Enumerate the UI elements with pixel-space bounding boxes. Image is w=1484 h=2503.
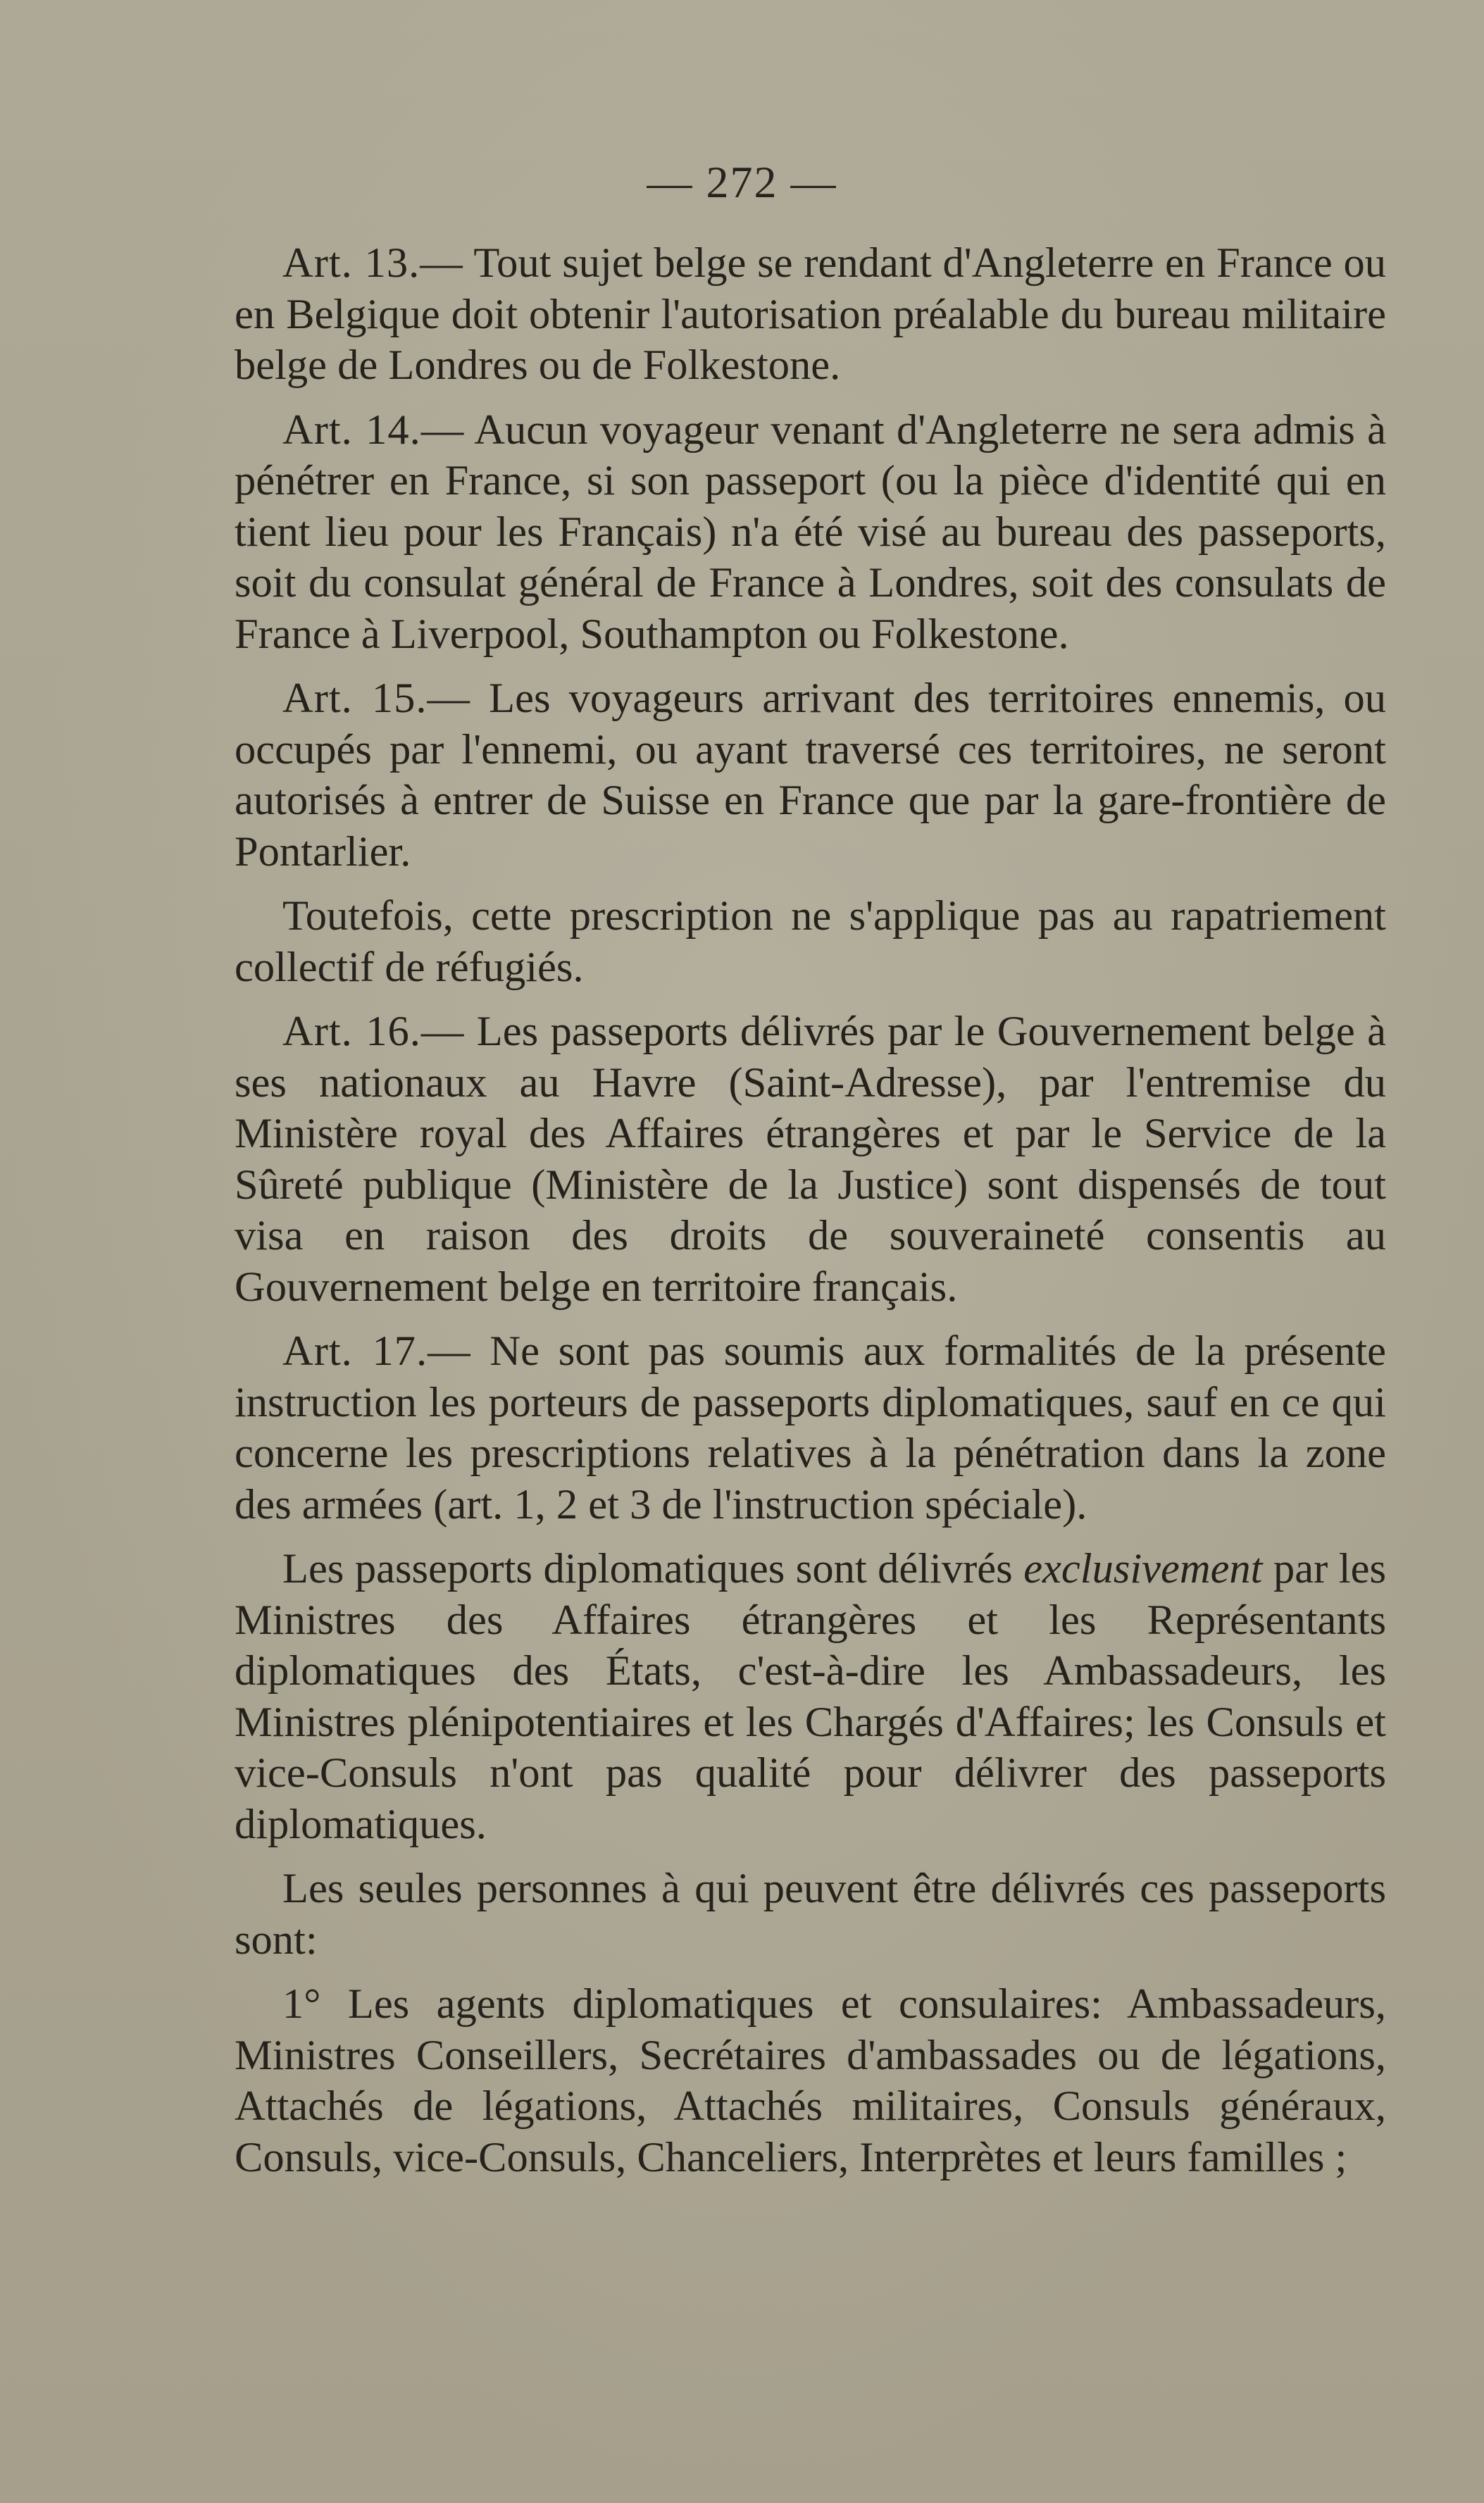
article-text: Tout sujet belge se rendant d'Angleterre en France ou en Belgique doit obtenir l'autorisation préalable du bureau militaire belge de Londres ou de Folkestone. <box>235 239 1386 389</box>
article-16 <box>235 1006 1386 1313</box>
article-15 <box>235 673 1386 878</box>
article-text: Ne sont pas soumis aux formalités de la présente instruction les porteurs de passeports diplomatiques, sauf en ce qui concerne les prescriptions relatives à la pénétration dans la zone des armées (art. 1, 2 et 3 de l'instruction spéciale). <box>235 1328 1386 1528</box>
article-label: Art. 13.— <box>282 239 463 287</box>
eligible-persons-paragraph <box>235 1864 1386 1966</box>
article-text: Les passeports délivrés par le Gouvernement belge à ses nationaux au Havre (Saint-Adresse), par l'entremise du Ministère royal des Affaires étrangères et par le Service de la Sûreté publique (Ministère de la Justice) sont dispensés de tout visa en raison des droits de souveraineté consentis au Gouvernement belge en territoire français. <box>235 1008 1386 1311</box>
emphasis-exclusivement: exclusivement <box>1023 1545 1263 1592</box>
article-label: Art. 15.— <box>282 675 471 722</box>
list-item-1 <box>235 1979 1386 2183</box>
page-number: — 272 — <box>647 157 837 207</box>
article-label: Art. 14.— <box>282 406 465 454</box>
article-14 <box>235 405 1386 661</box>
paragraph-text: par les Ministres des Affaires étrangères et les Représentants diplomatiques des États, c'est-à-dire les Ambassadeurs, les Ministres plénipotentiaires et les Chargés d'Affaires; les Consuls et vice-Consuls n'ont pas qualité pour délivrer des passeports diplomatiques. <box>235 1545 1386 1848</box>
paragraph-text: 1° Les agents diplomatiques et consulaires: Ambassadeurs, Ministres Conseillers, Secrétaires d'ambassades ou de légations, Attachés de légations, Attachés militaires, Consuls généraux, Consuls, vice-Consuls, Chanceliers, Interprètes et leurs familles ; <box>235 1980 1386 2181</box>
paragraph-text: Toutefois, cette prescription ne s'applique pas au rapatriement collectif de réfugiés. <box>235 892 1386 991</box>
article-label: Art. 16.— <box>282 1008 465 1055</box>
page-body <box>235 238 1386 2197</box>
article-text: Les voyageurs arrivant des territoires ennemis, ou occupés par l'ennemi, ou ayant traversé ces territoires, ne seront autorisés à entrer de Suisse en France que par la gare-frontière de Pontarlier. <box>235 675 1386 875</box>
article-label: Art. 17.— <box>282 1328 471 1375</box>
article-13 <box>235 238 1386 392</box>
article-17 <box>235 1326 1386 1530</box>
diplomatic-passports-paragraph <box>235 1544 1386 1850</box>
article-15-note <box>235 891 1386 993</box>
paragraph-text: Les seules personnes à qui peuvent être délivrés ces passeports sont: <box>235 1865 1386 1964</box>
paragraph-text-start: Les passeports diplomatiques sont délivrés <box>282 1545 1024 1592</box>
article-text: Aucun voyageur venant d'Angleterre ne sera admis à pénétrer en France, si son passeport (ou la pièce d'identité qui en tient lieu pour les Français) n'a été visé au bureau des passeports, soit du consulat général de France à Londres, soit des consulats de France à Liverpool, Southampton ou Folkestone. <box>235 406 1386 658</box>
